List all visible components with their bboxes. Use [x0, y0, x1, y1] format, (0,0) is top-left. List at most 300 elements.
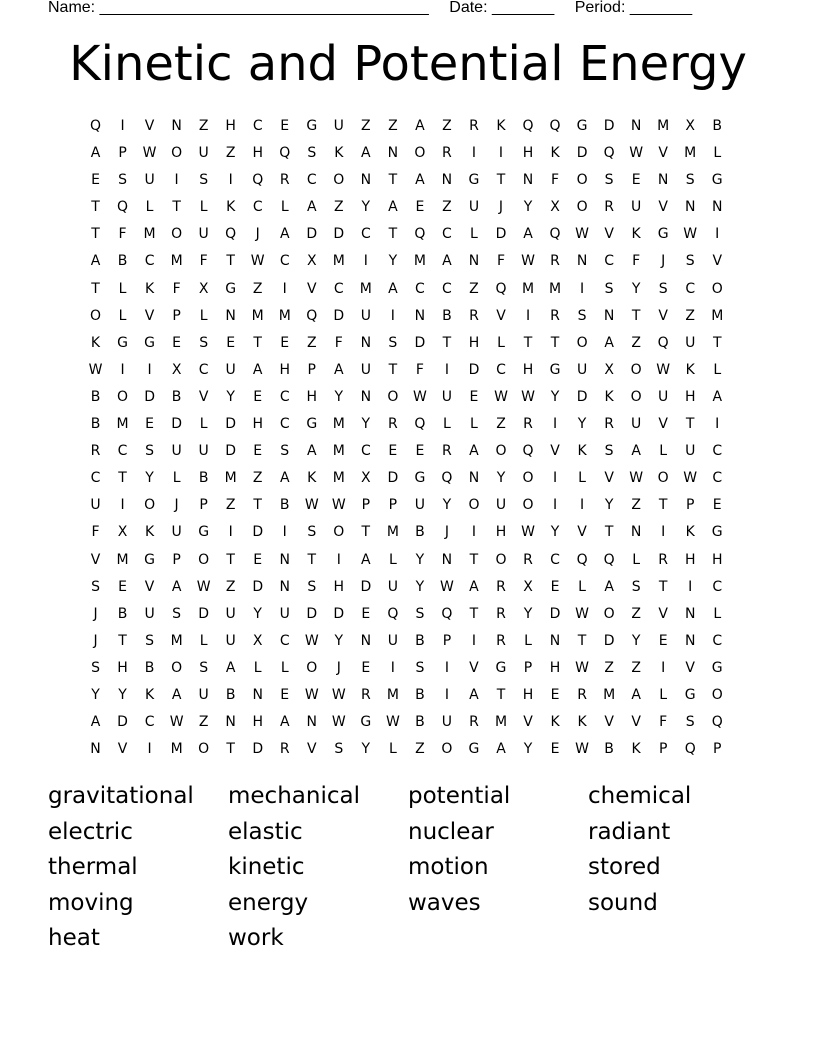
grid-letter: N	[630, 524, 642, 541]
grid-letter: Y	[550, 388, 560, 405]
grid-letter: G	[117, 334, 128, 351]
grid-letter: Z	[469, 280, 479, 297]
grid-letter: A	[604, 334, 614, 351]
grid-letter: O	[522, 470, 534, 487]
grid-letter: I	[661, 659, 666, 676]
grid-letter: O	[711, 280, 723, 297]
grid-letter: N	[684, 199, 696, 216]
grid-letter: Y	[604, 497, 614, 514]
grid-letter: D	[252, 741, 264, 758]
grid-letter: T	[91, 226, 100, 243]
grid-letter: K	[631, 741, 641, 758]
grid-letter: B	[712, 118, 723, 134]
grid-letter: Q	[711, 714, 723, 731]
grid-letter: M	[657, 118, 670, 134]
grid-letter: I	[661, 524, 666, 541]
grid-letter: T	[550, 334, 560, 351]
grid-letter: Q	[576, 551, 588, 568]
grid-letter: S	[199, 172, 209, 189]
grid-letter: E	[469, 388, 479, 405]
grid-letter: C	[144, 714, 155, 731]
grid-letter: W	[629, 470, 644, 487]
grid-letter: W	[656, 361, 671, 378]
grid-letter: R	[496, 578, 506, 595]
grid-letter: A	[442, 253, 452, 270]
grid-letter: M	[413, 253, 426, 270]
grid-letter: H	[306, 388, 318, 405]
grid-letter: Z	[604, 659, 614, 676]
grid-letter: A	[631, 443, 641, 460]
grid-letter: Z	[198, 118, 209, 134]
grid-letter: I	[336, 551, 341, 568]
grid-letter: E	[280, 686, 290, 703]
grid-letter: V	[658, 199, 668, 216]
grid-letter: H	[549, 659, 561, 676]
grid-letter: U	[360, 307, 371, 324]
grid-letter: C	[550, 551, 560, 568]
grid-letter: E	[145, 416, 154, 433]
grid-letter: Q	[225, 226, 237, 243]
grid-letter: O	[522, 497, 534, 514]
grid-letter: H	[684, 388, 696, 405]
grid-letter: S	[280, 443, 290, 460]
grid-letter: Y	[145, 470, 154, 487]
grid-letter: U	[198, 443, 209, 460]
grid-letter: Y	[91, 686, 100, 703]
grid-letter: I	[147, 361, 152, 378]
grid-letter: Q	[522, 118, 534, 134]
grid-letter: P	[172, 551, 181, 568]
grid-letter: X	[604, 361, 614, 378]
grid-letter: P	[199, 497, 208, 514]
grid-letter: T	[469, 605, 479, 622]
grid-letter: I	[444, 361, 449, 378]
grid-letter: N	[711, 199, 723, 216]
grid-letter: C	[279, 388, 290, 405]
grid-letter: X	[523, 578, 533, 595]
grid-letter: S	[685, 714, 695, 731]
grid-letter: Y	[226, 388, 235, 405]
grid-letter: N	[279, 551, 290, 568]
grid-letter: T	[523, 334, 533, 351]
grid-letter: N	[441, 551, 453, 568]
grid-letter: C	[360, 226, 371, 243]
grid-letter: V	[658, 416, 668, 433]
grid-letter: N	[90, 741, 101, 758]
grid-letter: I	[715, 416, 720, 433]
grid-letter: K	[144, 524, 155, 541]
grid-letter: G	[144, 334, 155, 351]
grid-letter: K	[226, 199, 236, 216]
grid-letter: M	[170, 632, 183, 649]
grid-letter: K	[550, 714, 560, 731]
grid-letter: M	[251, 307, 264, 324]
grid-letter: T	[388, 361, 398, 378]
word-item: heat	[48, 925, 100, 952]
grid-letter: K	[577, 714, 587, 731]
grid-letter: S	[199, 334, 209, 351]
grid-letter: G	[306, 416, 318, 433]
grid-letter: F	[172, 280, 181, 297]
grid-letter: O	[468, 497, 480, 514]
grid-letter: S	[91, 659, 100, 676]
grid-letter: R	[469, 307, 479, 324]
grid-letter: I	[580, 280, 585, 297]
grid-letter: A	[279, 714, 290, 731]
grid-letter: S	[145, 632, 155, 649]
grid-letter: E	[712, 497, 722, 514]
grid-letter: V	[604, 714, 614, 731]
grid-letter: W	[683, 226, 698, 243]
grid-letter: Z	[306, 334, 317, 351]
grid-letter: D	[117, 714, 128, 731]
grid-letter: Q	[684, 741, 696, 758]
grid-letter: V	[144, 307, 155, 324]
grid-letter: K	[90, 334, 101, 351]
grid-letter: N	[441, 172, 453, 189]
grid-letter: P	[361, 497, 371, 514]
grid-letter: Z	[225, 497, 236, 514]
grid-letter: P	[307, 361, 316, 378]
grid-letter: Q	[252, 172, 264, 189]
grid-letter: G	[198, 524, 210, 541]
grid-letter: T	[496, 686, 506, 703]
grid-letter: Q	[603, 551, 615, 568]
grid-letter: N	[360, 632, 372, 649]
grid-letter: L	[659, 443, 668, 460]
grid-letter: Y	[361, 416, 371, 433]
grid-letter: E	[226, 334, 236, 351]
grid-letter: F	[659, 714, 668, 731]
grid-letter: C	[496, 361, 506, 378]
grid-letter: Y	[550, 524, 560, 541]
grid-letter: U	[333, 118, 344, 134]
grid-letter: Z	[334, 199, 344, 216]
grid-letter: A	[415, 118, 425, 134]
grid-letter: W	[304, 632, 319, 649]
grid-letter: T	[226, 741, 235, 758]
grid-letter: N	[279, 578, 290, 595]
grid-letter: E	[658, 632, 668, 649]
grid-letter: M	[603, 686, 616, 703]
grid-letter: K	[685, 524, 695, 541]
grid-letter: B	[171, 388, 182, 405]
grid-letter: V	[117, 741, 128, 758]
grid-letter: O	[495, 551, 507, 568]
grid-letter: D	[414, 334, 426, 351]
grid-letter: L	[497, 334, 505, 351]
grid-letter: Z	[442, 118, 452, 134]
grid-letter: O	[603, 605, 615, 622]
grid-letter: D	[333, 307, 345, 324]
grid-letter: R	[550, 253, 560, 270]
grid-letter: T	[226, 253, 235, 270]
grid-letter: Z	[252, 280, 263, 297]
grid-letter: U	[631, 416, 642, 433]
grid-letter: N	[306, 714, 317, 731]
grid-letter: B	[117, 605, 128, 622]
grid-letter: C	[90, 470, 101, 487]
grid-letter: W	[385, 714, 400, 731]
grid-letter: C	[252, 118, 263, 134]
grid-letter: C	[306, 172, 317, 189]
grid-letter: N	[171, 118, 182, 134]
word-item: elastic	[228, 818, 303, 845]
grid-letter: N	[387, 145, 399, 162]
grid-letter: W	[250, 253, 265, 270]
grid-letter: R	[604, 199, 614, 216]
grid-letter: T	[496, 172, 506, 189]
grid-letter: Q	[90, 118, 102, 134]
grid-letter: O	[144, 497, 156, 514]
grid-letter: F	[91, 524, 100, 541]
grid-letter: Y	[631, 280, 641, 297]
grid-letter: A	[469, 443, 479, 460]
grid-letter: U	[414, 497, 426, 514]
grid-letter: B	[90, 388, 101, 405]
grid-letter: T	[577, 632, 587, 649]
grid-letter: D	[306, 605, 318, 622]
grid-letter: U	[576, 361, 588, 378]
grid-letter: X	[550, 199, 560, 216]
grid-letter: A	[279, 226, 290, 243]
grid-letter: W	[196, 578, 211, 595]
grid-letter: B	[415, 524, 425, 541]
grid-letter: H	[468, 334, 480, 351]
grid-letter: Q	[414, 416, 426, 433]
grid-letter: U	[198, 686, 209, 703]
grid-letter: V	[523, 714, 533, 731]
grid-letter: A	[225, 659, 236, 676]
grid-letter: H	[522, 361, 534, 378]
grid-letter: O	[198, 551, 210, 568]
grid-letter: L	[713, 605, 722, 622]
grid-letter: Q	[522, 443, 534, 460]
word-item: motion	[408, 854, 489, 881]
grid-letter: E	[118, 578, 127, 595]
grid-letter: W	[142, 145, 157, 162]
grid-letter: B	[415, 714, 425, 731]
grid-letter: D	[144, 388, 155, 405]
grid-letter: H	[522, 145, 534, 162]
grid-letter: A	[306, 443, 317, 460]
grid-letter: H	[279, 361, 290, 378]
grid-letter: Z	[631, 497, 641, 514]
grid-letter: J	[93, 632, 98, 649]
grid-letter: R	[523, 416, 533, 433]
word-item: moving	[48, 889, 134, 916]
grid-letter: X	[171, 361, 182, 378]
grid-letter: Z	[225, 578, 236, 595]
grid-letter: Y	[496, 470, 506, 487]
grid-letter: I	[471, 145, 477, 162]
grid-letter: F	[334, 334, 343, 351]
grid-letter: D	[468, 361, 480, 378]
grid-letter: S	[685, 253, 695, 270]
grid-letter: Q	[279, 145, 291, 162]
word-list	[48, 780, 768, 958]
grid-letter: Y	[631, 632, 641, 649]
grid-letter: L	[659, 686, 668, 703]
grid-letter: I	[228, 172, 233, 189]
grid-letter: R	[469, 714, 479, 731]
grid-letter: G	[657, 226, 669, 243]
grid-letter: L	[578, 578, 586, 595]
grid-letter: J	[174, 497, 179, 514]
grid-letter: R	[90, 443, 101, 460]
grid-letter: J	[498, 199, 504, 216]
grid-letter: Q	[603, 145, 615, 162]
grid-letter: G	[495, 659, 507, 676]
grid-letter: G	[468, 741, 480, 758]
grid-letter: M	[684, 145, 697, 162]
grid-letter: A	[388, 199, 398, 216]
grid-letter: D	[603, 632, 615, 649]
grid-letter: R	[550, 307, 560, 324]
grid-letter: C	[442, 280, 452, 297]
grid-letter: B	[279, 497, 290, 514]
grid-letter: C	[712, 443, 723, 460]
grid-letter: W	[88, 361, 103, 378]
word-item: radiant	[588, 818, 671, 845]
grid-letter: C	[604, 253, 614, 270]
grid-letter: N	[603, 307, 615, 324]
grid-letter: I	[147, 741, 152, 758]
grid-letter: Z	[361, 118, 371, 134]
grid-letter: U	[360, 361, 371, 378]
grid-letter: V	[144, 578, 155, 595]
grid-letter: W	[575, 659, 589, 676]
grid-letter: X	[117, 524, 128, 541]
grid-letter: O	[711, 686, 723, 703]
grid-letter: G	[711, 172, 723, 189]
grid-letter: P	[523, 659, 533, 676]
word-item: potential	[408, 783, 511, 809]
grid-letter: V	[550, 443, 560, 460]
grid-letter: W	[304, 686, 319, 703]
grid-letter: E	[550, 741, 560, 758]
grid-letter: A	[306, 199, 317, 216]
grid-letter: H	[684, 551, 696, 568]
grid-letter: Q	[117, 199, 129, 216]
grid-letter: U	[144, 605, 155, 622]
grid-letter: A	[171, 686, 182, 703]
grid-letter: P	[685, 497, 695, 514]
grid-letter: E	[550, 686, 560, 703]
grid-letter: S	[577, 307, 587, 324]
grid-letter: I	[552, 470, 558, 487]
grid-letter: T	[712, 334, 722, 351]
grid-letter: D	[225, 443, 237, 460]
grid-letter: E	[631, 172, 641, 189]
grid-letter: D	[252, 578, 264, 595]
grid-letter: O	[171, 659, 183, 676]
grid-letter: T	[361, 524, 371, 541]
grid-letter: U	[387, 578, 398, 595]
grid-letter: C	[252, 199, 263, 216]
grid-letter: Q	[549, 118, 561, 134]
grid-letter: A	[90, 145, 101, 162]
grid-letter: O	[171, 226, 183, 243]
grid-letter: I	[580, 497, 585, 514]
grid-letter: L	[145, 199, 154, 216]
grid-letter: Y	[523, 199, 533, 216]
grid-letter: E	[280, 118, 290, 134]
grid-letter: S	[307, 578, 317, 595]
grid-letter: G	[711, 659, 723, 676]
grid-letter: O	[333, 172, 345, 189]
grid-letter: O	[657, 470, 669, 487]
grid-letter: O	[90, 307, 102, 324]
grid-letter: W	[575, 741, 589, 758]
grid-letter: N	[360, 388, 372, 405]
grid-letter: P	[713, 741, 722, 758]
grid-letter: S	[172, 605, 182, 622]
grid-letter: M	[116, 416, 129, 433]
grid-letter: S	[631, 578, 641, 595]
grid-letter: N	[549, 632, 561, 649]
grid-letter: B	[415, 686, 425, 703]
grid-letter: V	[658, 307, 668, 324]
grid-letter: U	[144, 172, 155, 189]
grid-letter: L	[118, 307, 127, 324]
grid-letter: Q	[495, 280, 507, 297]
grid-letter: S	[604, 172, 614, 189]
grid-letter: A	[361, 551, 371, 568]
grid-letter: L	[118, 280, 127, 297]
grid-letter: A	[469, 578, 479, 595]
grid-letter: D	[198, 605, 210, 622]
grid-letter: X	[306, 253, 317, 270]
grid-letter: J	[661, 253, 666, 270]
grid-letter: N	[630, 118, 642, 134]
grid-letter: A	[496, 741, 506, 758]
grid-letter: W	[521, 524, 535, 541]
grid-letter: K	[334, 145, 344, 162]
grid-letter: S	[388, 334, 398, 351]
grid-letter: H	[333, 578, 345, 595]
grid-letter: T	[388, 172, 398, 189]
grid-letter: V	[90, 551, 101, 568]
grid-letter: I	[552, 416, 558, 433]
grid-letter: Q	[441, 470, 453, 487]
grid-letter: Q	[441, 605, 453, 622]
grid-letter: E	[361, 605, 371, 622]
grid-letter: I	[282, 280, 287, 297]
grid-letter: G	[711, 524, 723, 541]
grid-letter: S	[307, 145, 317, 162]
grid-letter: A	[90, 714, 101, 731]
grid-letter: I	[444, 659, 449, 676]
grid-letter: G	[468, 172, 480, 189]
grid-letter: K	[144, 280, 155, 297]
grid-letter: M	[143, 226, 156, 243]
grid-letter: D	[495, 226, 507, 243]
grid-letter: D	[252, 524, 264, 541]
grid-letter: E	[550, 578, 560, 595]
grid-letter: K	[144, 686, 155, 703]
grid-letter: U	[90, 497, 101, 514]
word-item: electric	[48, 818, 133, 845]
grid-letter: L	[470, 226, 478, 243]
word-item: nuclear	[408, 818, 494, 845]
grid-letter: G	[360, 714, 372, 731]
grid-letter: D	[333, 226, 345, 243]
word-item: waves	[408, 889, 481, 916]
grid-letter: I	[444, 686, 449, 703]
grid-letter: J	[93, 605, 98, 622]
grid-letter: O	[171, 145, 183, 162]
